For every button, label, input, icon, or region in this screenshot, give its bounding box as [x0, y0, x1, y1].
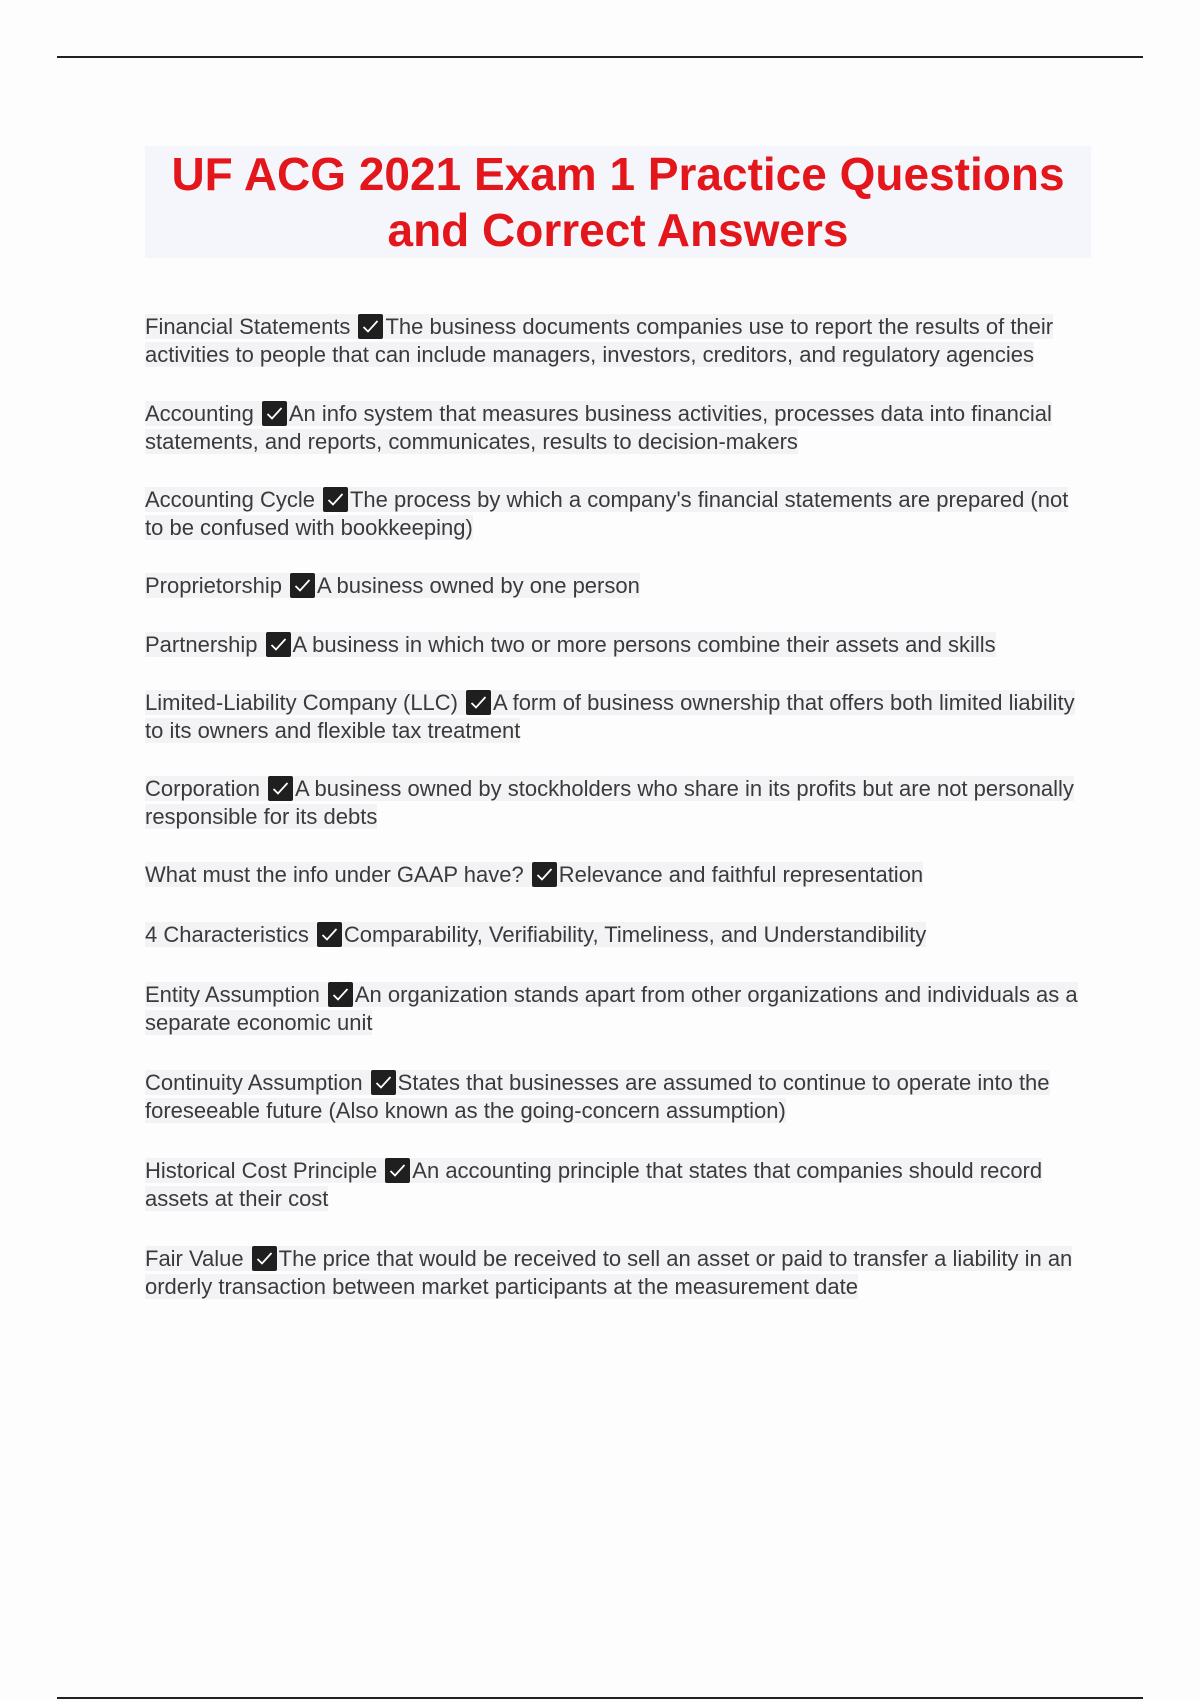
checkmark-icon — [317, 922, 342, 947]
flashcard-entry — [145, 689, 1085, 745]
definition: A business in which two or more persons combine their assets and skills — [292, 632, 996, 657]
term: Accounting — [145, 401, 254, 426]
checkmark-icon — [262, 401, 287, 426]
title-line-2: and Correct Answers — [387, 204, 849, 256]
term: Entity Assumption — [145, 982, 320, 1007]
definition: A form of business ownership that offers both limited liability to its owners and flexible tax treatment — [145, 690, 1075, 743]
checkmark-icon — [466, 690, 491, 715]
checkmark-icon — [268, 776, 293, 801]
title-line-1: UF ACG 2021 Exam 1 Practice Questions — [171, 148, 1065, 200]
term: Financial Statements — [145, 314, 351, 339]
flashcard-entry — [145, 313, 1085, 369]
flashcard-entry — [145, 1157, 1085, 1213]
flashcard-entry — [145, 921, 1085, 949]
term: Proprietorship — [145, 573, 282, 598]
term: Fair Value — [145, 1246, 244, 1271]
checkmark-icon — [328, 982, 353, 1007]
definition: An accounting principle that states that companies should record assets at their cost — [145, 1158, 1043, 1211]
flashcard-list — [145, 313, 1085, 1301]
bottom-divider — [57, 1697, 1143, 1699]
checkmark-icon — [371, 1070, 396, 1095]
flashcard-entry — [145, 486, 1085, 542]
document-title — [145, 146, 1091, 258]
flashcard-entry — [145, 631, 1085, 659]
checkmark-icon — [252, 1246, 277, 1271]
term: Continuity Assumption — [145, 1070, 363, 1095]
definition: The price that would be received to sell an asset or paid to transfer a liability in an orderly transaction between market participants at the measurement date — [145, 1246, 1073, 1299]
definition: An organization stands apart from other organizations and individuals as a separate economic unit — [145, 982, 1078, 1035]
title-banner — [145, 146, 1091, 258]
flashcard-entry — [145, 775, 1085, 831]
term: Limited-Liability Company (LLC) — [145, 690, 459, 715]
term: Corporation — [145, 776, 260, 801]
definition: A business owned by one person — [316, 573, 640, 598]
definition: An info system that measures business activities, processes data into financial statements, and reports, communicates, results to decision-makers — [145, 401, 1052, 454]
flashcard-entry — [145, 1245, 1085, 1301]
flashcard-entry — [145, 572, 1085, 600]
top-divider — [57, 56, 1143, 58]
term: 4 Characteristics — [145, 922, 309, 947]
definition: The business documents companies use to report the results of their activities to people that can include managers, investors, creditors, and regulatory agencies — [145, 314, 1054, 367]
checkmark-icon — [323, 487, 348, 512]
term: What must the info under GAAP have? — [145, 862, 524, 887]
flashcard-entry — [145, 1069, 1085, 1125]
flashcard-entry — [145, 981, 1085, 1037]
checkmark-icon — [385, 1158, 410, 1183]
term: Accounting Cycle — [145, 487, 315, 512]
checkmark-icon — [266, 632, 291, 657]
checkmark-icon — [290, 573, 315, 598]
term: Historical Cost Principle — [145, 1158, 378, 1183]
definition: Relevance and faithful representation — [558, 862, 924, 887]
flashcard-entry — [145, 861, 1085, 889]
definition: A business owned by stockholders who share in its profits but are not personally responsible for its debts — [145, 776, 1074, 829]
definition: Comparability, Verifiability, Timeliness, and Understandibility — [343, 922, 927, 947]
checkmark-icon — [532, 862, 557, 887]
term: Partnership — [145, 632, 258, 657]
definition: The process by which a company's financial statements are prepared (not to be confused with bookkeeping) — [145, 487, 1069, 540]
definition: States that businesses are assumed to continue to operate into the foreseeable future (Also known as the going-concern assumption) — [145, 1070, 1050, 1123]
checkmark-icon — [358, 314, 383, 339]
flashcard-entry — [145, 400, 1085, 456]
